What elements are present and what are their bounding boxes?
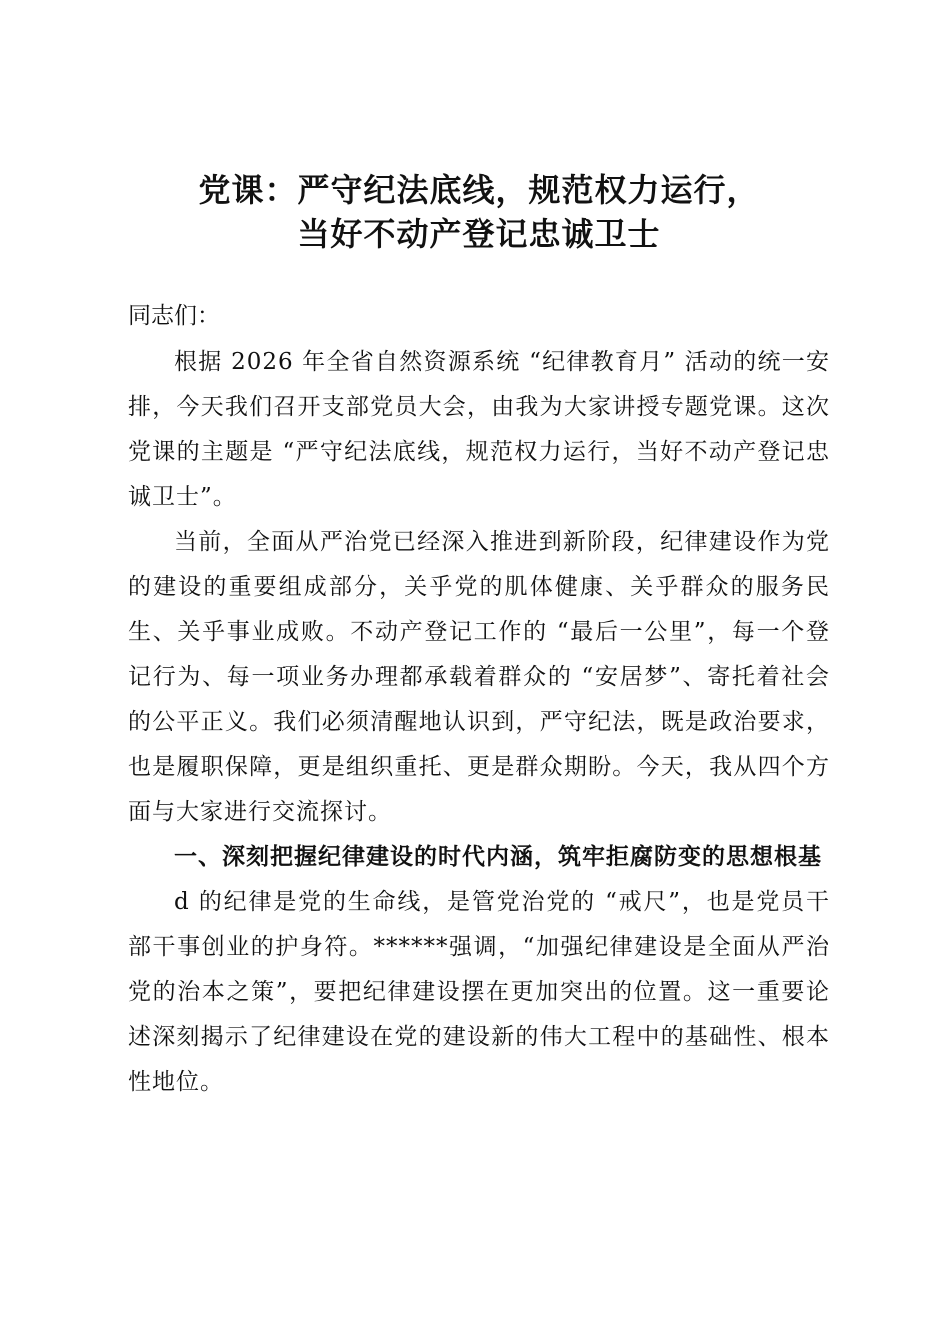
- document-title: [128, 168, 830, 256]
- title-line-2: 当好不动产登记忠诚卫士: [297, 215, 661, 253]
- intro-paragraph: 根据 2026 年全省自然资源系统 “纪律教育月” 活动的统一安排，今天我们召开支部党员大会，由我为大家讲授专题党课。这次党课的主题是 “严守纪法底线，规范权力运行，当好不动产登记忠诚卫士”。: [128, 349, 830, 510]
- title-line-1: 党课：严守纪法底线，规范权力运行，: [198, 171, 760, 209]
- section-heading-1: 一、深刻把握纪律建设的时代内涵，筑牢拒腐防变的思想根基: [174, 844, 822, 870]
- context-paragraph: 当前，全面从严治党已经深入推进到新阶段，纪律建设作为党的建设的重要组成部分，关乎党的肌体健康、关乎群众的服务民生、关乎事业成败。不动产登记工作的 “最后一公里”，每一个登记行为、每一项业务办理都承载着群众的 “安居梦”、寄托着社会的公平正义。我们必须清醒地认识到，严守纪法，既是政治要求，也是履职保障，更是组织重托、更是群众期盼。今天，我从四个方面与大家进行交流探讨。: [128, 529, 830, 825]
- document-page: [128, 168, 830, 1105]
- section-1-paragraph: d 的纪律是党的生命线，是管党治党的 “戒尺”，也是党员干部干事创业的护身符。******强调，“加强纪律建设是全面从严治党的治本之策”，要把纪律建设摆在更加突出的位置。这一重要论述深刻揭示了纪律建设在党的建设新的伟大工程中的基础性、根本性地位。: [128, 889, 830, 1095]
- greeting: 同志们：: [128, 303, 220, 329]
